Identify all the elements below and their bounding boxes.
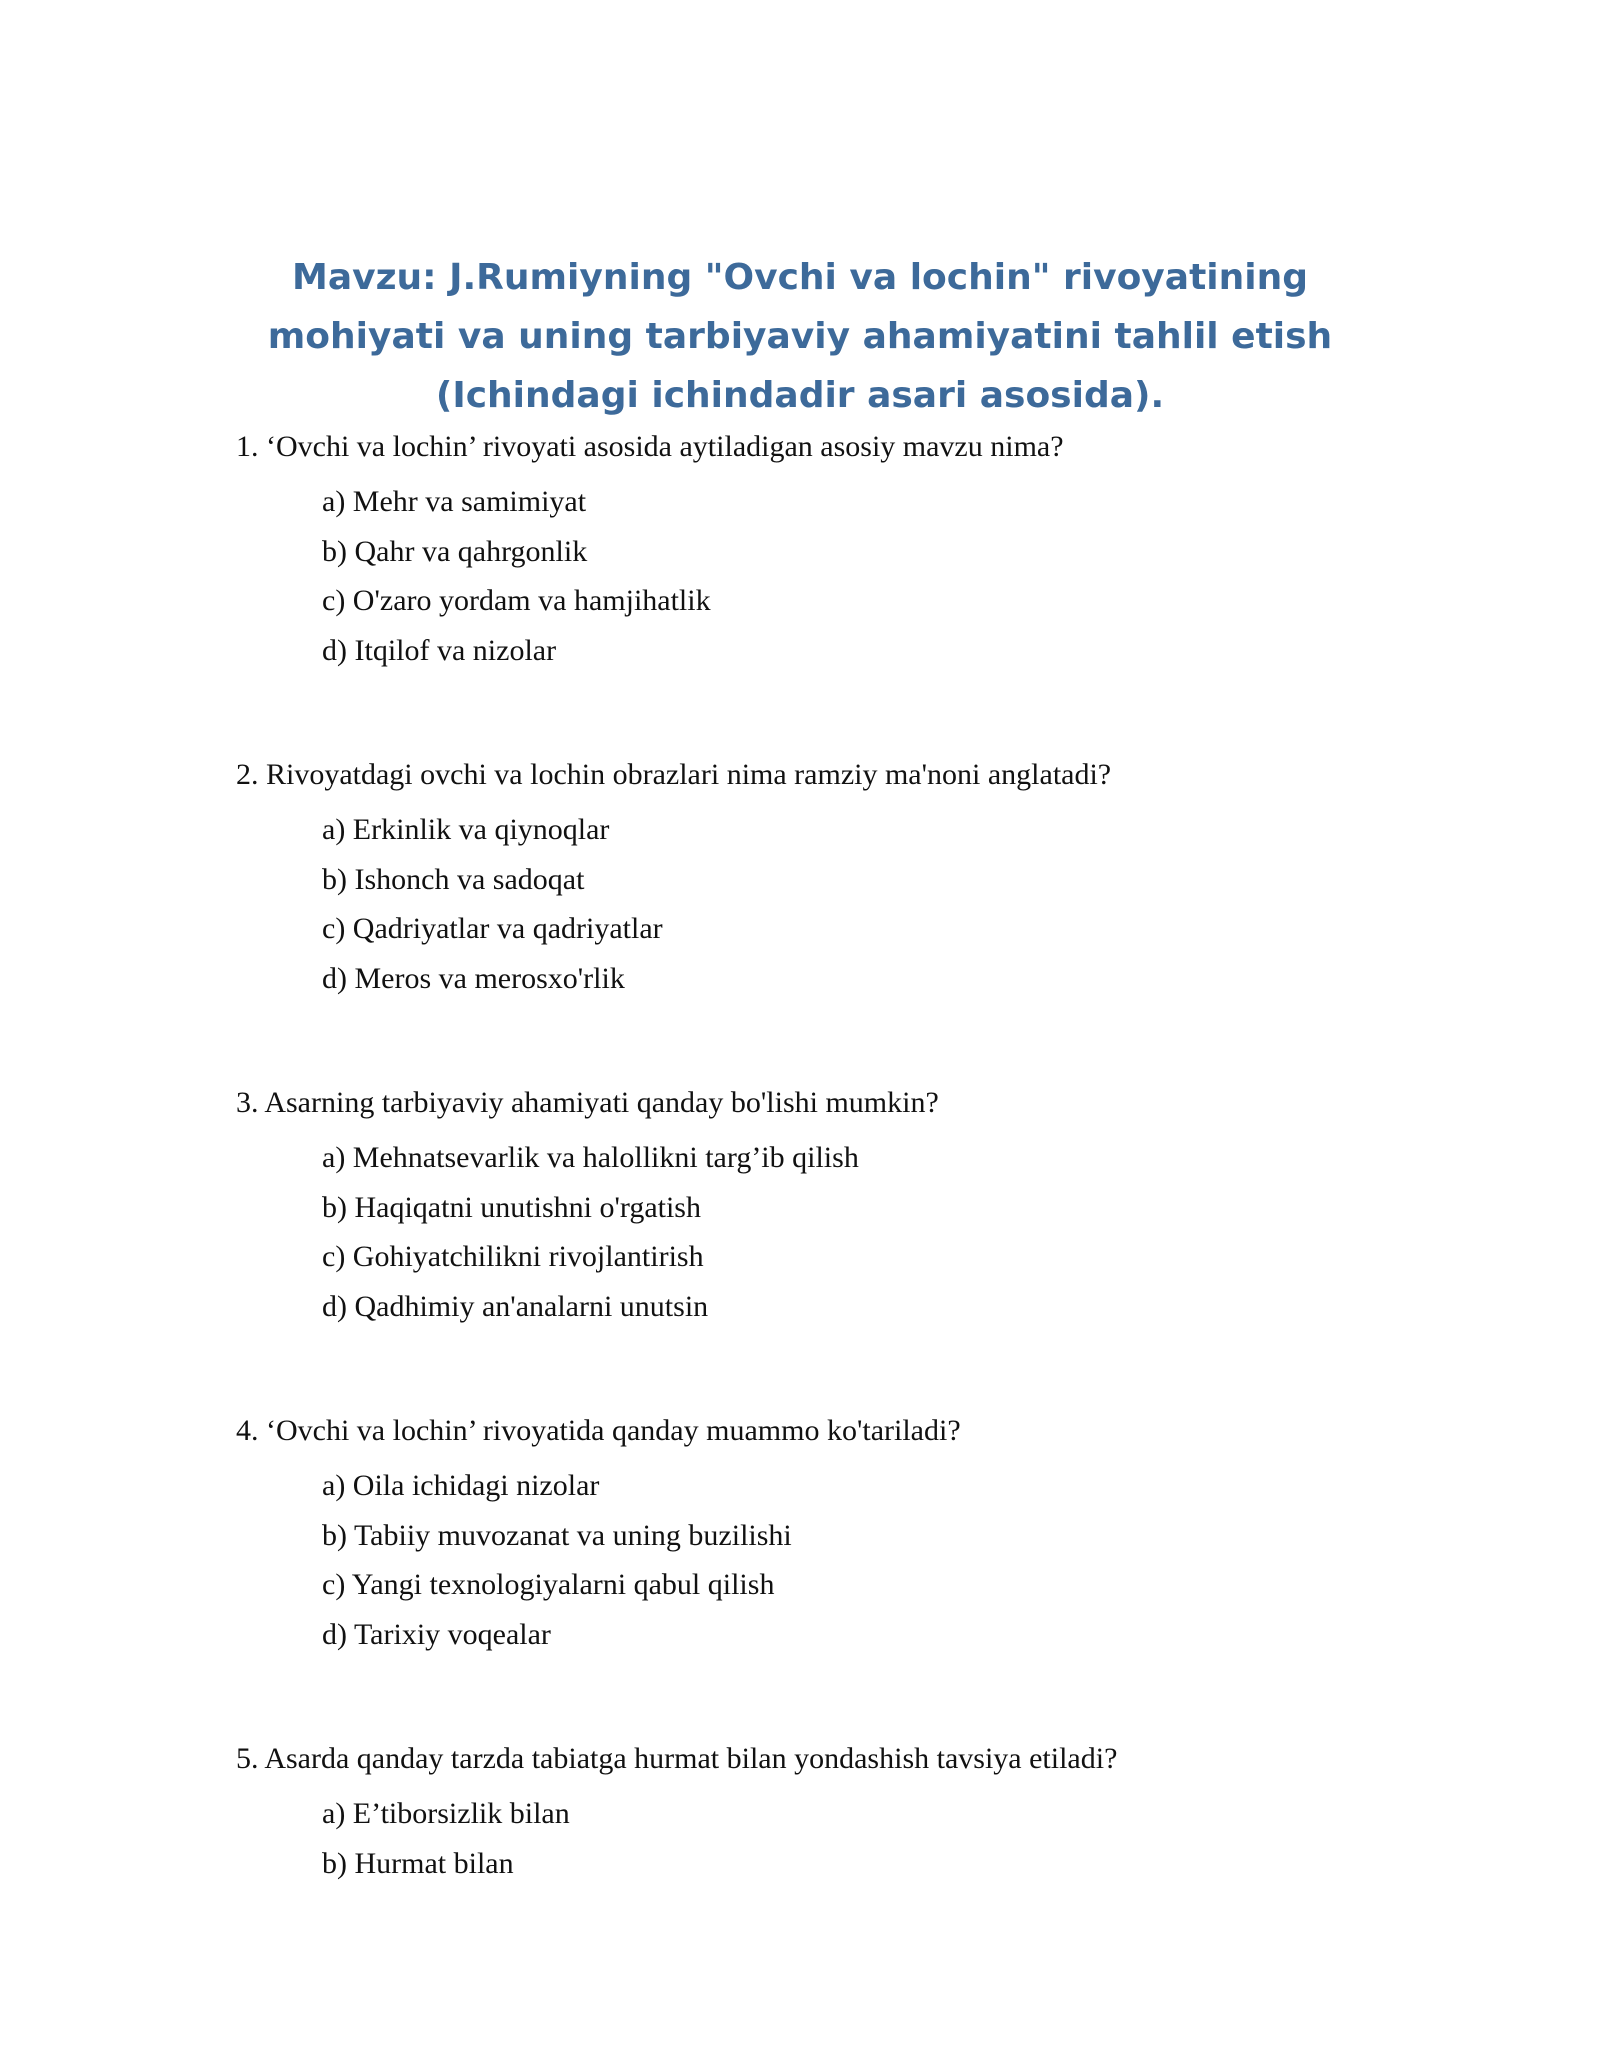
question-text: 3. Asarning tarbiyaviy ahamiyati qanday bo'lishi mumkin? [236, 1086, 939, 1119]
answer-options [236, 1789, 1436, 1888]
answer-option: b) Tabiiy muvozanat va uning buzilishi [322, 1518, 792, 1552]
answer-option: c) Qadriyatlar va qadriyatlar [322, 912, 663, 945]
answer-option: d) Itqilof va nizolar [322, 633, 557, 667]
question-list [236, 423, 1436, 1964]
answer-option: d) Tarixiy voqealar [322, 1617, 551, 1651]
answer-option: b) Ishonch va sadoqat [322, 862, 585, 896]
answer-options [236, 477, 1436, 675]
answer-option: a) E’tiborsizlik bilan [322, 1797, 570, 1830]
answer-option: c) Gohiyatchilikni rivojlantirish [322, 1240, 704, 1273]
document-title: Mavzu: J.Rumiyning "Ovchi va lochin" rivoyatining mohiyati va uning tarbiyaviy ahamiyatini tahlil etish (Ichindagi ichindadir asari asosida). [267, 257, 1333, 416]
question-2 [236, 751, 1436, 1003]
answer-option: d) Meros va merosxo'rlik [322, 961, 625, 995]
question-1 [236, 423, 1436, 675]
answer-option: a) Oila ichidagi nizolar [322, 1469, 600, 1502]
question-text: 2. Rivoyatdagi ovchi va lochin obrazlari nima ramziy ma'noni anglatadi? [236, 758, 1112, 791]
answer-option: a) Erkinlik va qiynoqlar [322, 813, 610, 846]
answer-option: b) Haqiqatni unutishni o'rgatish [322, 1190, 701, 1224]
answer-option: d) Qadhimiy an'analarni unutsin [322, 1289, 709, 1323]
answer-option: a) Mehnatsevarlik va halollikni targ’ib qilish [322, 1141, 859, 1174]
question-3 [236, 1079, 1436, 1331]
answer-options [236, 1133, 1436, 1331]
answer-option: b) Hurmat bilan [322, 1846, 514, 1880]
question-4 [236, 1407, 1436, 1659]
answer-option: c) O'zaro yordam va hamjihatlik [322, 584, 711, 617]
answer-option: a) Mehr va samimiyat [322, 485, 587, 518]
answer-options [236, 1461, 1436, 1659]
question-text: 4. ‘Ovchi va lochin’ rivoyatida qanday muammo ko'tariladi? [236, 1414, 961, 1447]
question-text: 5. Asarda qanday tarzda tabiatga hurmat bilan yondashish tavsiya etiladi? [236, 1742, 1118, 1775]
question-5 [236, 1735, 1436, 1888]
answer-options [236, 805, 1436, 1003]
answer-option: c) Yangi texnologiyalarni qabul qilish [322, 1568, 775, 1601]
answer-option: b) Qahr va qahrgonlik [322, 534, 588, 568]
question-text: 1. ‘Ovchi va lochin’ rivoyati asosida aytiladigan asosiy mavzu nima? [236, 430, 1064, 463]
